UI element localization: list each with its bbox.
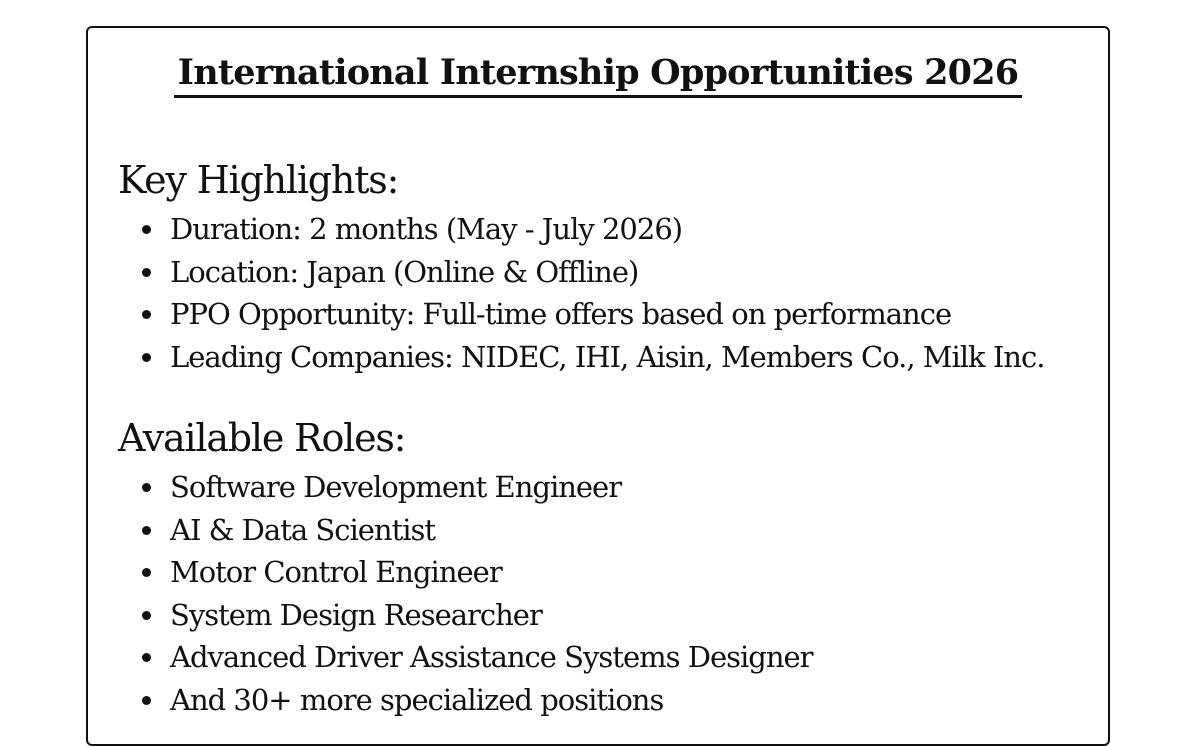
role-text: And 30+ more specialized positions [170, 682, 664, 717]
role-text: Advanced Driver Assistance Systems Designer [170, 640, 813, 674]
highlight-text: PPO Opportunity: Full-time offers based on performance [170, 297, 952, 331]
highlight-text: Duration: 2 months (May - July 2026) [170, 212, 683, 246]
highlight-item-ppo [118, 293, 1044, 336]
key-highlights-list [118, 208, 1044, 378]
role-item [118, 594, 813, 637]
role-text: AI & Data Scientist [170, 512, 436, 547]
highlight-item-duration [118, 208, 1044, 251]
bullet-icon [142, 568, 151, 577]
internship-card [86, 26, 1110, 746]
highlight-item-companies [118, 336, 1044, 379]
role-text: Software Development Engineer [170, 470, 622, 504]
bullet-icon [142, 696, 151, 705]
page-title-wrapper [88, 52, 1108, 98]
role-text: System Design Researcher [170, 597, 542, 632]
role-item [118, 509, 813, 552]
page-title: International Internship Opportunities 2026 [174, 52, 1023, 98]
highlight-item-location [118, 251, 1044, 294]
bullet-icon [142, 225, 151, 234]
available-roles-heading: Available Roles: [118, 416, 406, 460]
bullet-icon [142, 353, 151, 362]
highlight-text: Leading Companies: NIDEC, IHI, Aisin, Members Co., Milk Inc. [170, 339, 1045, 374]
bullet-icon [142, 268, 151, 277]
bullet-icon [142, 526, 151, 535]
available-roles-list [118, 466, 813, 721]
highlight-text: Location: Japan (Online & Offline) [170, 254, 639, 289]
bullet-icon [142, 611, 151, 620]
role-item [118, 551, 813, 594]
bullet-icon [142, 653, 151, 662]
role-item [118, 636, 813, 679]
role-item [118, 466, 813, 509]
bullet-icon [142, 483, 151, 492]
key-highlights-heading: Key Highlights: [118, 158, 399, 202]
bullet-icon [142, 310, 151, 319]
role-text: Motor Control Engineer [170, 555, 502, 589]
